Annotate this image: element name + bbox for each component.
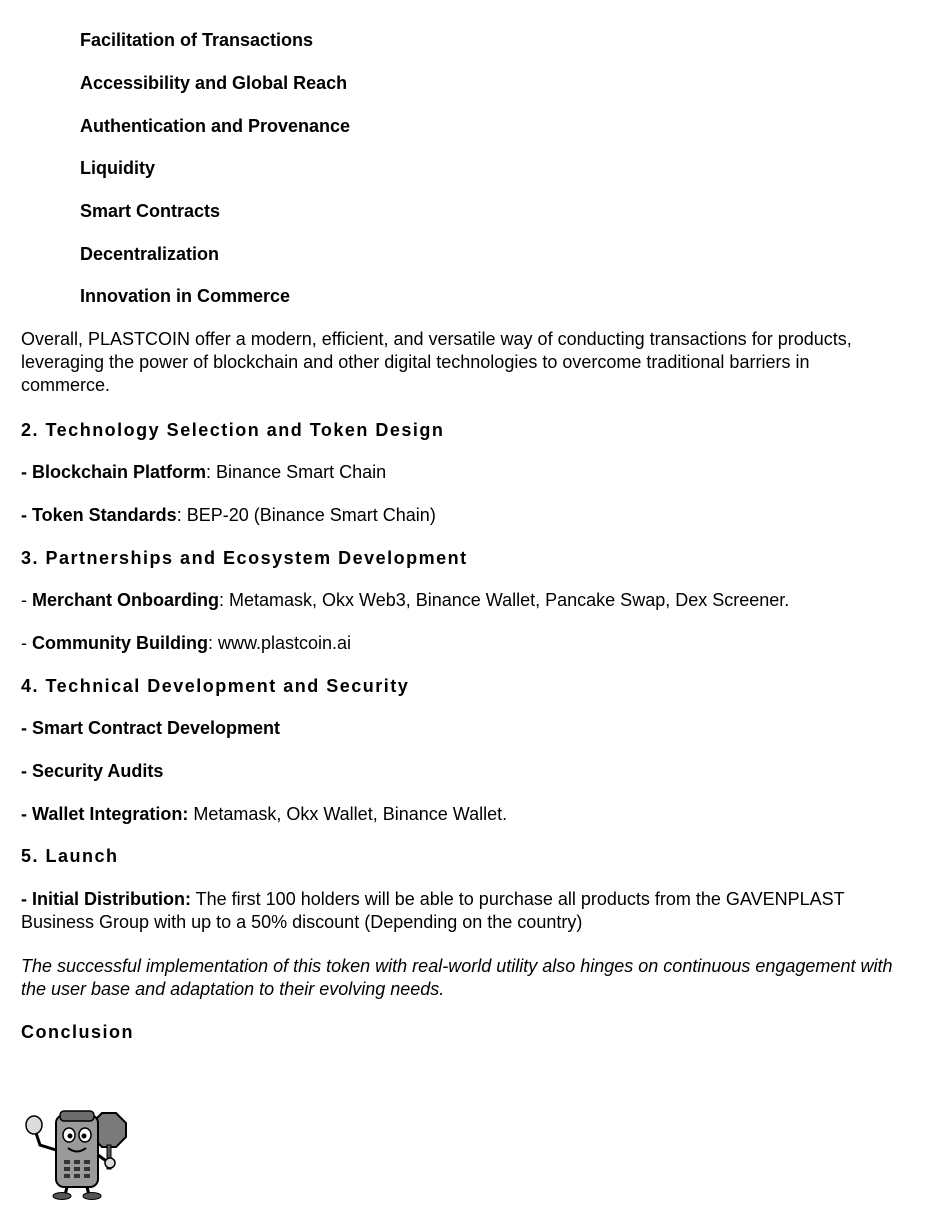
community-building-line [21,632,351,654]
line-value: : www.plastcoin.ai [207,633,352,653]
line-value: : BEP-20 (Binance Smart Chain) [176,505,436,525]
merchant-onboarding-line [21,589,789,611]
line-value: Metamask, Okx Wallet, Binance Wallet. [188,804,508,824]
line-value: : Binance Smart Chain [206,462,387,482]
line-dash: - [21,590,32,610]
conclusion-heading: Conclusion [21,1022,134,1042]
line-label: - Wallet Integration: [21,804,189,824]
blockchain-platform-line [21,461,386,483]
line-label: - Token Standards [21,505,177,525]
benefit-item: Decentralization [80,244,220,264]
section-heading: 3. Partnerships and Ecosystem Development [21,548,468,568]
initial-distribution-paragraph [21,888,901,934]
line-label: Merchant Onboarding [32,590,220,610]
section-heading: 2. Technology Selection and Token Design [21,420,445,440]
section-heading: 4. Technical Development and Security [21,676,410,696]
benefit-item: Smart Contracts [80,201,221,221]
overall-paragraph: Overall, PLASTCOIN offer a modern, efficient, and versatile way of conducting transactions for products, leveraging the power of blockchain and other digital technologies to overcome traditional barriers in commerce. [21,329,852,395]
token-standards-line [21,504,436,526]
benefit-item: Liquidity [80,158,155,178]
closing-paragraph: The successful implementation of this token with real-world utility also hinges on continuous engagement with the user base and adaptation to their evolving needs. [21,956,893,999]
line-label: - Blockchain Platform [21,462,207,482]
line-value: : Metamask, Okx Web3, Binance Wallet, Pancake Swap, Dex Screener. [219,590,790,610]
section-heading: 5. Launch [21,846,119,866]
line-label: - Initial Distribution: [21,889,191,909]
benefit-item: Authentication and Provenance [80,116,351,136]
plastcoin-mascot-icon [22,1105,132,1200]
line-label: Community Building [32,633,208,653]
line-value: The first 100 holders will be able to purchase all products from the GAVENPLAST Business Group with up to a 50% discount (Depending on the country) [21,889,845,932]
line-dash: - [21,633,32,653]
benefit-item: Accessibility and Global Reach [80,73,348,93]
wallet-integration-line [21,803,507,825]
security-audits-line: - Security Audits [21,761,164,781]
benefit-item: Innovation in Commerce [80,286,291,306]
smart-contract-development-line: - Smart Contract Development [21,718,281,738]
benefit-item: Facilitation of Transactions [80,30,314,50]
